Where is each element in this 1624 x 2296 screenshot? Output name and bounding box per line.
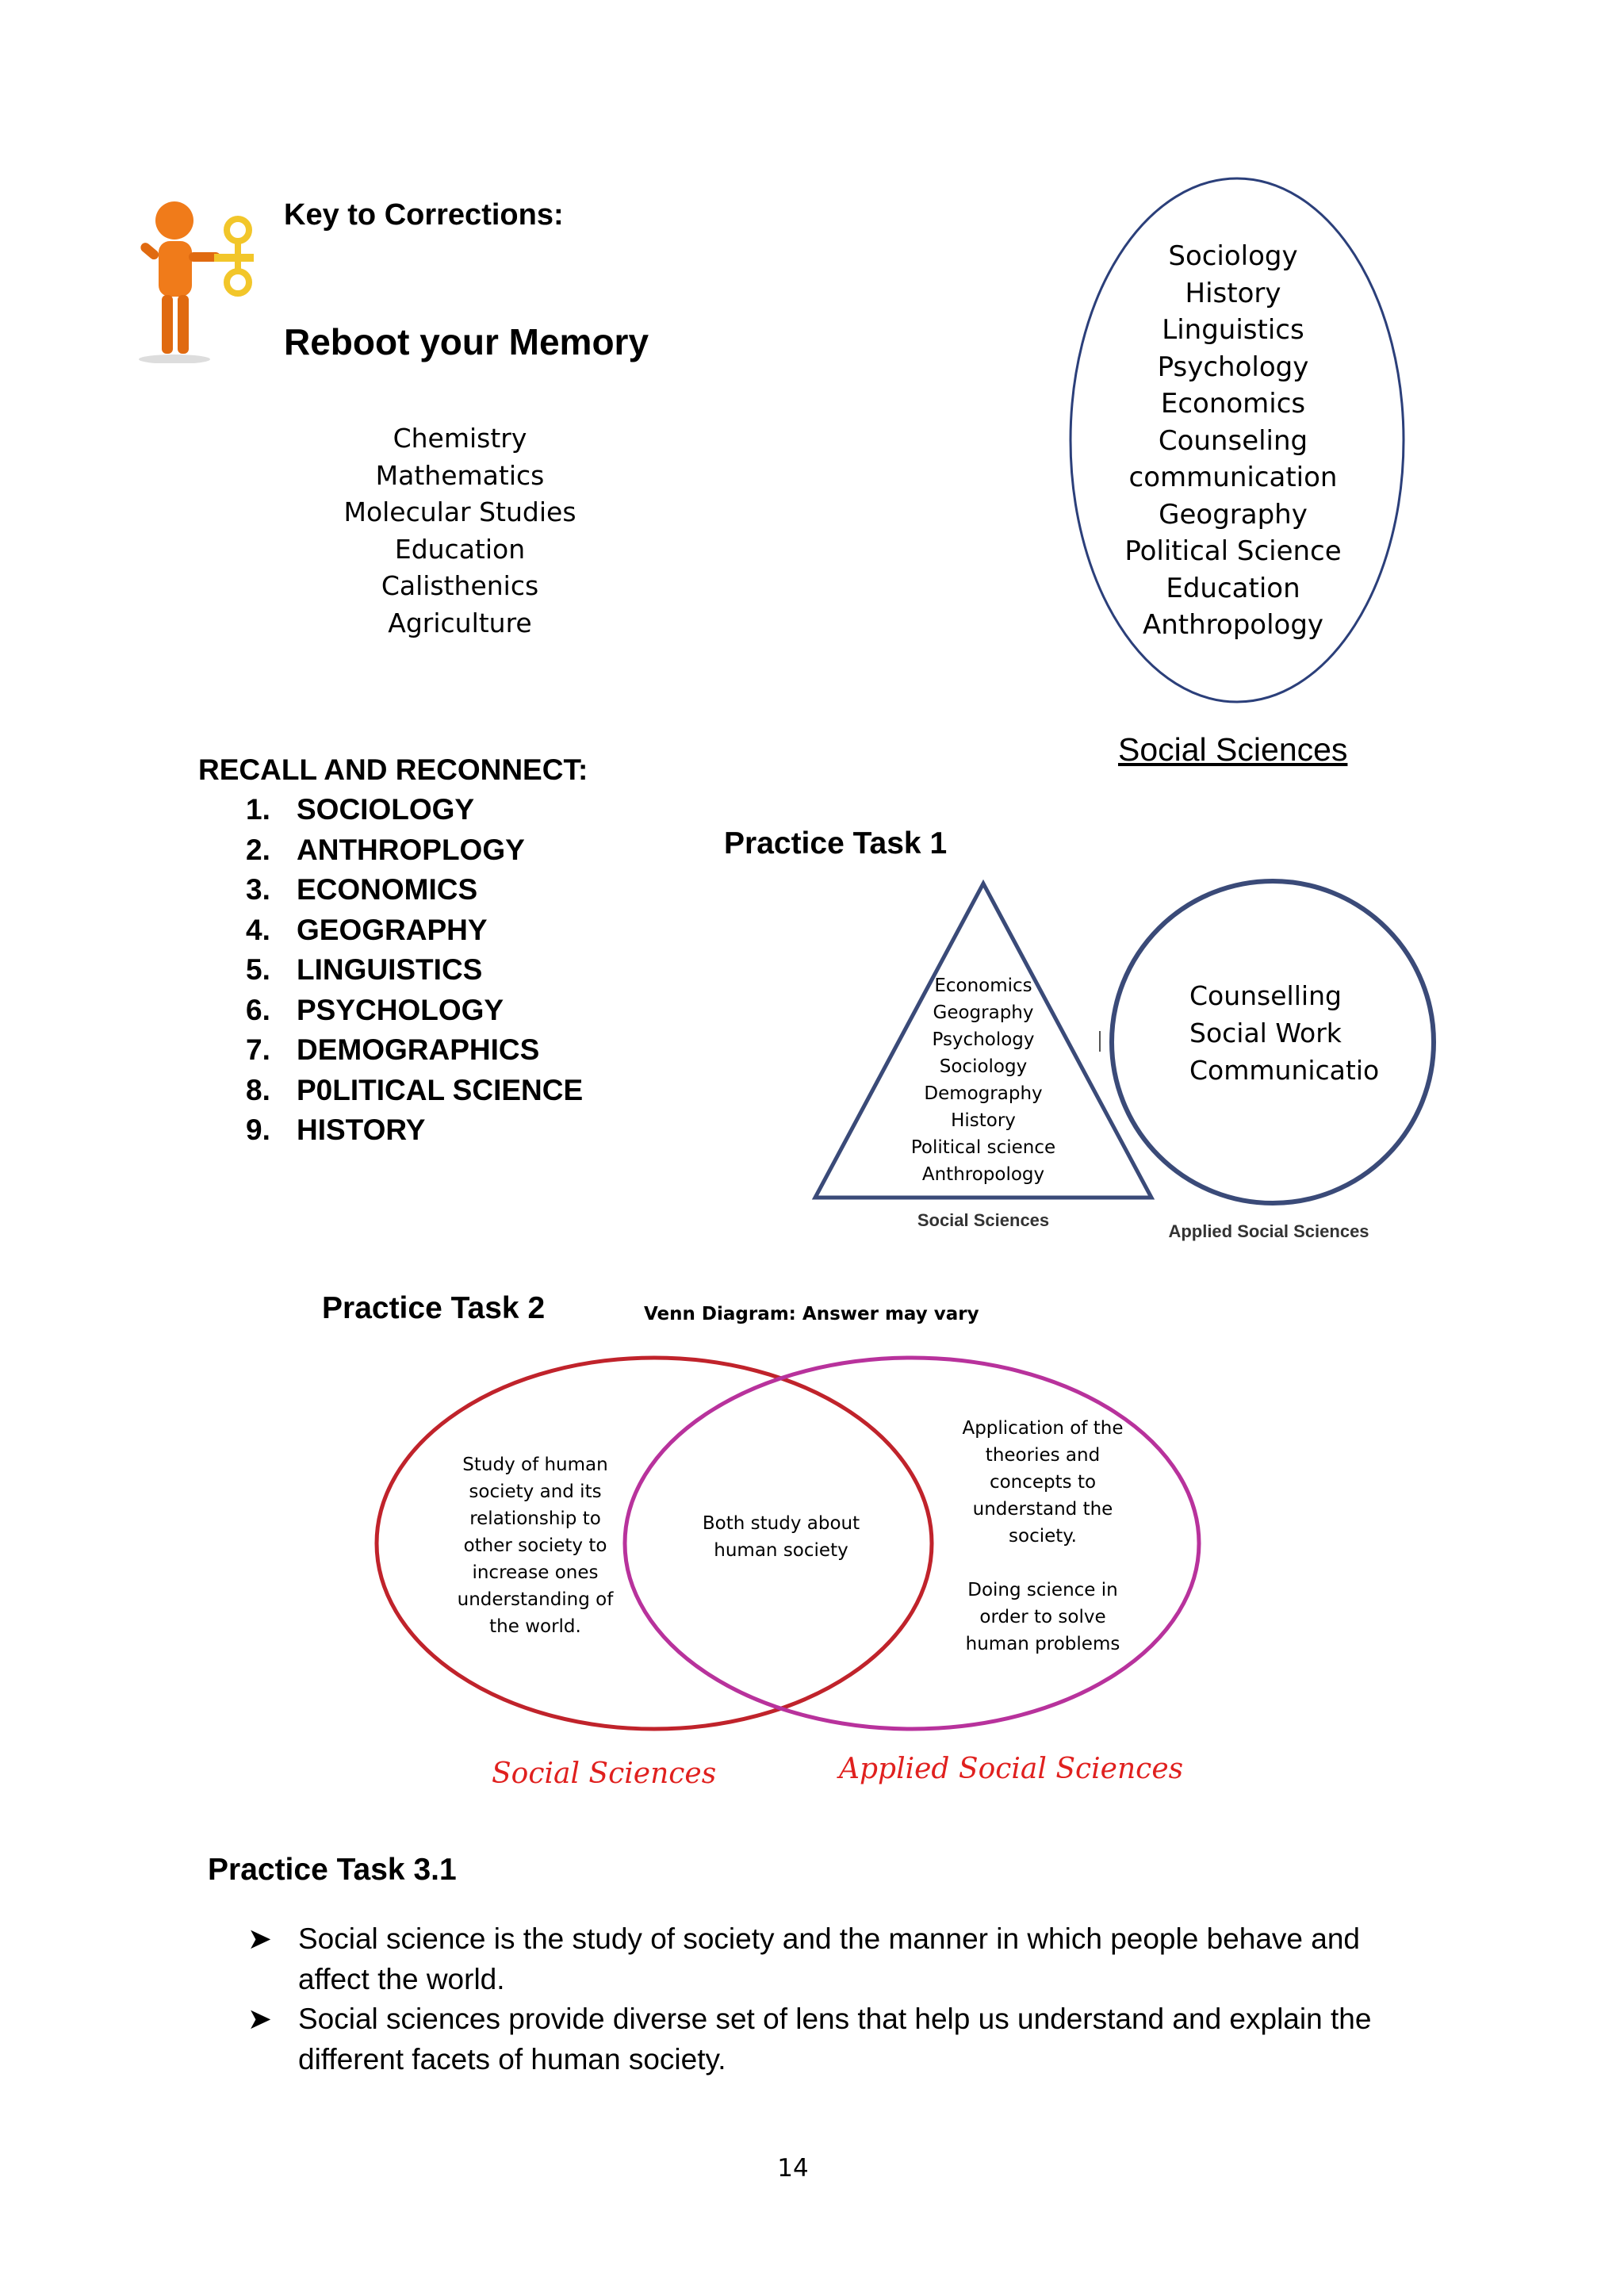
venn-right-text: Application of the theories and concepts to understand the society. Doing science in order to solve human problems	[962, 1418, 1124, 1654]
circle-caption: Applied Social Sciences	[1168, 1221, 1369, 1241]
list-item: 2. ANTHROPLOGY	[246, 833, 525, 866]
arrow-bullet-icon: ➤	[247, 1922, 273, 1955]
list-item: 6. PSYCHOLOGY	[246, 993, 504, 1026]
venn-left-label: Social Sciences	[492, 1757, 717, 1790]
list-item: Chemistry	[393, 423, 527, 454]
list-item: History	[1185, 277, 1281, 309]
key-to-corrections-title: Key to Corrections:	[284, 198, 564, 232]
triangle-caption: Social Sciences	[917, 1210, 1050, 1230]
list-item: 7. DEMOGRAPHICS	[246, 1033, 540, 1066]
list-item: Education	[394, 533, 526, 565]
list-item: Psychology	[932, 1029, 1035, 1050]
list-item: 1. SOCIOLOGY	[246, 793, 475, 826]
triangle-items-list	[856, 972, 1110, 1188]
list-item: Sociology	[939, 1056, 1028, 1077]
circle-items-list	[1189, 977, 1379, 1089]
key-mascot-icon	[127, 197, 270, 363]
recall-reconnect-title: RECALL AND RECONNECT:	[198, 753, 588, 786]
list-item: Geography	[1159, 498, 1308, 531]
list-item: Education	[1166, 572, 1300, 604]
venn-left-text: Study of human society and its relationship to other society to increase ones understanding of the world.	[457, 1455, 614, 1637]
venn-right-label: Applied Social Sciences	[839, 1753, 1184, 1785]
list-item: Economics	[1160, 388, 1306, 420]
list-item: Social Work	[1189, 1018, 1342, 1048]
list-item: Economics	[934, 976, 1032, 996]
venn-middle-text: Both study about human society	[702, 1513, 860, 1561]
list-item: History	[951, 1110, 1016, 1131]
list-item: 9. HISTORY	[246, 1114, 426, 1146]
list-item: Calisthenics	[381, 570, 539, 601]
list-item: Anthropology	[921, 1164, 1045, 1185]
recall-list	[246, 790, 583, 1151]
venn-note: Venn Diagram: Answer may vary	[644, 1304, 979, 1324]
list-item: ➤ Social sciences provide diverse set of lens that help us understand and explain the different facets of human society.	[247, 1999, 1421, 2079]
list-item: Molecular Studies	[343, 496, 576, 527]
list-item: 5. LINGUISTICS	[246, 953, 483, 986]
list-item: Mathematics	[375, 459, 545, 491]
list-item: 3. ECONOMICS	[246, 873, 478, 906]
arrow-bullet-icon: ➤	[247, 2003, 273, 2035]
oval-social-sciences-list	[1067, 238, 1400, 644]
list-item: Agriculture	[388, 607, 532, 638]
list-item: 8. P0LITICAL SCIENCE	[246, 1073, 584, 1106]
list-item: communication	[1128, 462, 1338, 493]
list-item: ➤ Social science is the study of society and the manner in which people behave and affect the world.	[247, 1919, 1421, 1999]
list-item: Communicatio	[1189, 1055, 1380, 1086]
list-item: Counselling	[1189, 980, 1342, 1011]
practice-task-3-1-title: Practice Task 3.1	[208, 1853, 457, 1887]
list-item: Demography	[924, 1083, 1043, 1104]
list-item: Anthropology	[1142, 609, 1324, 641]
oval-caption: Social Sciences	[1118, 731, 1348, 768]
list-item: Counseling	[1158, 424, 1308, 457]
practice-task-1-title: Practice Task 1	[724, 826, 948, 861]
list-item: Sociology	[1168, 240, 1298, 272]
list-item: 4. GEOGRAPHY	[246, 913, 488, 946]
reboot-memory-title: Reboot your Memory	[284, 321, 649, 362]
list-item: Political Science	[1124, 535, 1342, 567]
list-item: Geography	[933, 1002, 1034, 1023]
practice-task-3-1-bullets	[247, 1919, 1421, 2079]
list-item: Psychology	[1157, 351, 1309, 383]
practice-task-2-title: Practice Task 2	[322, 1291, 546, 1325]
list-item: Political science	[910, 1137, 1056, 1158]
list-item: Linguistics	[1162, 314, 1304, 346]
page-number: 14	[777, 2154, 809, 2183]
natural-sciences-list	[301, 420, 619, 642]
